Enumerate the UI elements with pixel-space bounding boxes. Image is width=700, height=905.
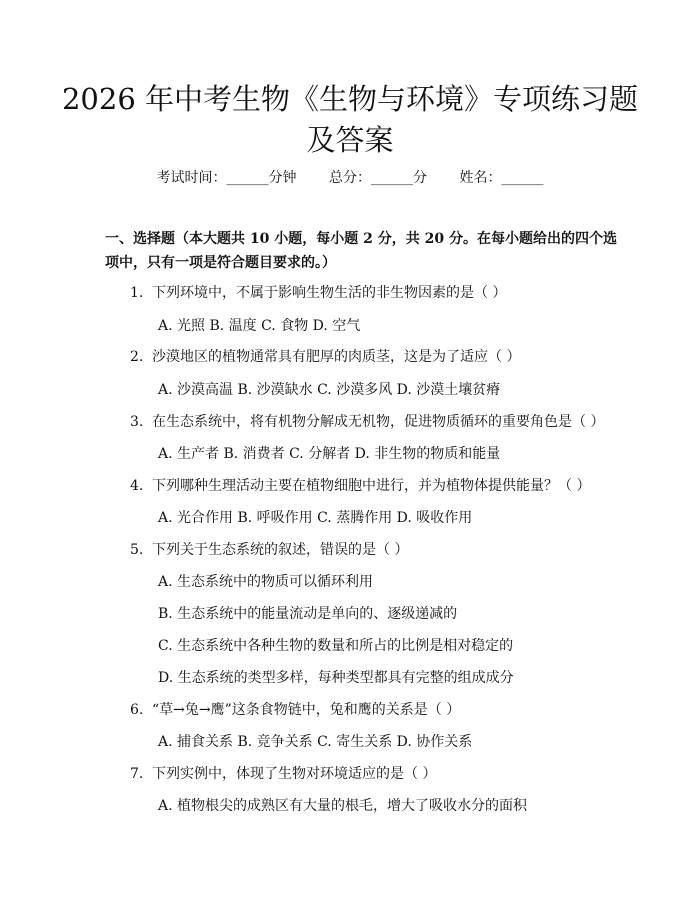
section-heading-line2: 项中，只有一项是符合题目要求的。）: [105, 255, 336, 271]
question-number: 4.: [130, 478, 144, 494]
question-1-options: A. 光照 B. 温度 C. 食物 D. 空气: [158, 318, 361, 334]
student-name-field: 姓名：______: [459, 170, 544, 186]
total-score-field: 总分：______分: [329, 170, 427, 186]
question-text: 在生态系统中，将有机物分解成无机物，促进物质循环的重要角色是（ ）: [152, 414, 605, 430]
question-5-option-a: A. 生态系统中的物质可以循环利用: [158, 574, 374, 590]
page-title-line2: 及答案: [306, 123, 394, 157]
question-6-options: A. 捕食关系 B. 竞争关系 C. 寄生关系 D. 协作关系: [158, 734, 473, 750]
question-number: 7.: [130, 766, 144, 782]
question-number: 6.: [130, 702, 144, 718]
exam-time-field: 考试时间：______分钟: [156, 170, 297, 186]
question-3-options: A. 生产者 B. 消费者 C. 分解者 D. 非生物的物质和能量: [158, 446, 501, 462]
question-7: [130, 764, 436, 784]
question-1: [130, 283, 506, 303]
question-number: 3.: [130, 414, 144, 430]
question-5-option-b: B. 生态系统中的能量流动是单向的、逐级递减的: [158, 606, 458, 622]
question-5-option-c: C. 生态系统中各种生物的数量和所占的比例是相对稳定的: [158, 638, 514, 654]
question-text: 下列实例中，体现了生物对环境适应的是（ ）: [152, 766, 437, 782]
question-5-option-d: D. 生态系统的类型多样，每种类型都具有完整的组成成分: [158, 670, 514, 686]
question-2: [130, 347, 520, 367]
question-7-option-a: A. 植物根尖的成熟区有大量的根毛，增大了吸收水分的面积: [158, 798, 528, 814]
question-4: [130, 476, 590, 496]
question-number: 2.: [130, 349, 144, 365]
question-text: 沙漠地区的植物通常具有肥厚的肉质茎，这是为了适应（ ）: [152, 349, 521, 365]
question-text: 下列关于生态系统的叙述，错误的是（ ）: [152, 542, 409, 558]
question-2-options: A. 沙漠高温 B. 沙漠缺水 C. 沙漠多风 D. 沙漠土壤贫瘠: [158, 382, 501, 398]
section-heading-line1: 一、选择题（本大题共 10 小题，每小题 2 分，共 20 分。在每小题给出的四个选: [105, 231, 617, 247]
question-number: 1.: [130, 285, 144, 301]
exam-info: [0, 168, 700, 188]
page-title-line1: 2026 年中考生物《生物与环境》专项练习题: [61, 82, 639, 116]
question-6: [130, 700, 460, 720]
question-text: 下列环境中，不属于影响生物生活的非生物因素的是（ ）: [152, 285, 507, 301]
question-text: “草→兔→鹰”这条食物链中，兔和鹰的关系是（ ）: [152, 702, 461, 718]
section-heading: [105, 227, 625, 275]
question-4-options: A. 光合作用 B. 呼吸作用 C. 蒸腾作用 D. 吸收作用: [158, 510, 473, 526]
question-3: [130, 412, 604, 432]
question-text: 下列哪种生理活动主要在植物细胞中进行，并为植物体提供能量？（ ）: [152, 478, 591, 494]
question-number: 5.: [130, 542, 144, 558]
question-5: [130, 540, 408, 560]
